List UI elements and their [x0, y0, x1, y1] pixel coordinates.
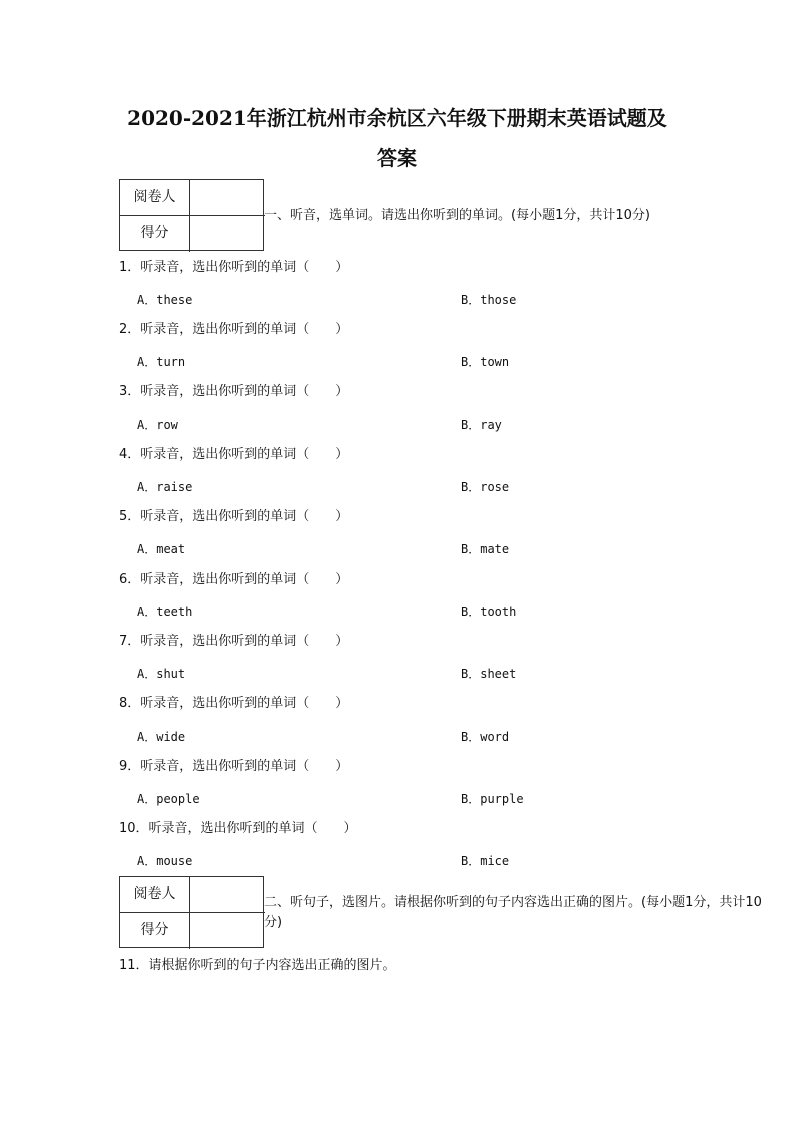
- score-field[interactable]: [190, 913, 265, 949]
- option-a[interactable]: A．turn: [137, 355, 186, 369]
- section2-heading-line1: 二、听句子，选图片。请根据你听到的句子内容选出正确的图片。(每小题1分，共计10: [264, 895, 762, 910]
- question-stem: 4．听录音，选出你听到的单词（ ）: [119, 447, 349, 462]
- option-b[interactable]: B．town: [461, 355, 510, 369]
- option-a[interactable]: A．wide: [137, 730, 186, 744]
- option-b[interactable]: B．ray: [461, 418, 502, 432]
- question-stem: 10．听录音，选出你听到的单词（ ）: [119, 821, 357, 836]
- question-stem: 3．听录音，选出你听到的单词（ ）: [119, 384, 349, 399]
- option-b[interactable]: B．purple: [461, 792, 524, 806]
- reviewer-label: 阅卷人: [120, 877, 190, 913]
- option-b[interactable]: B．rose: [461, 480, 510, 494]
- option-b[interactable]: B．sheet: [461, 667, 517, 681]
- option-a[interactable]: A．people: [137, 792, 200, 806]
- option-a[interactable]: A．these: [137, 293, 193, 307]
- question-stem: 2．听录音，选出你听到的单词（ ）: [119, 322, 349, 337]
- section2-heading-line2: 分): [264, 915, 283, 930]
- reviewer-field[interactable]: [190, 180, 265, 216]
- option-b[interactable]: B．mice: [461, 854, 510, 868]
- option-b[interactable]: B．tooth: [461, 605, 517, 619]
- score-box-section1: [119, 179, 264, 251]
- option-a[interactable]: A．mouse: [137, 854, 193, 868]
- option-a[interactable]: A．teeth: [137, 605, 193, 619]
- reviewer-field[interactable]: [190, 877, 265, 913]
- question-stem: 9．听录音，选出你听到的单词（ ）: [119, 759, 349, 774]
- document-title-line1: 2020-2021年浙江杭州市余杭区六年级下册期末英语试题及: [127, 106, 667, 130]
- option-a[interactable]: A．row: [137, 418, 178, 432]
- document-title-line2: 答案: [377, 146, 417, 170]
- score-box-section2: [119, 876, 264, 948]
- score-field[interactable]: [190, 216, 265, 252]
- option-a[interactable]: A．meat: [137, 542, 186, 556]
- question-stem: 6．听录音，选出你听到的单词（ ）: [119, 572, 349, 587]
- question-stem: 5．听录音，选出你听到的单词（ ）: [119, 509, 349, 524]
- question-11-stem: 11．请根据你听到的句子内容选出正确的图片。: [119, 958, 396, 973]
- section1-heading: 一、听音，选单词。请选出你听到的单词。(每小题1分，共计10分): [264, 208, 650, 223]
- score-label: 得分: [120, 216, 190, 252]
- option-b[interactable]: B．word: [461, 730, 510, 744]
- option-b[interactable]: B．mate: [461, 542, 510, 556]
- score-label: 得分: [120, 913, 190, 949]
- option-a[interactable]: A．shut: [137, 667, 186, 681]
- option-b[interactable]: B．those: [461, 293, 517, 307]
- question-stem: 1．听录音，选出你听到的单词（ ）: [119, 260, 349, 275]
- question-stem: 8．听录音，选出你听到的单词（ ）: [119, 696, 349, 711]
- reviewer-label: 阅卷人: [120, 180, 190, 216]
- question-stem: 7．听录音，选出你听到的单词（ ）: [119, 634, 349, 649]
- option-a[interactable]: A．raise: [137, 480, 193, 494]
